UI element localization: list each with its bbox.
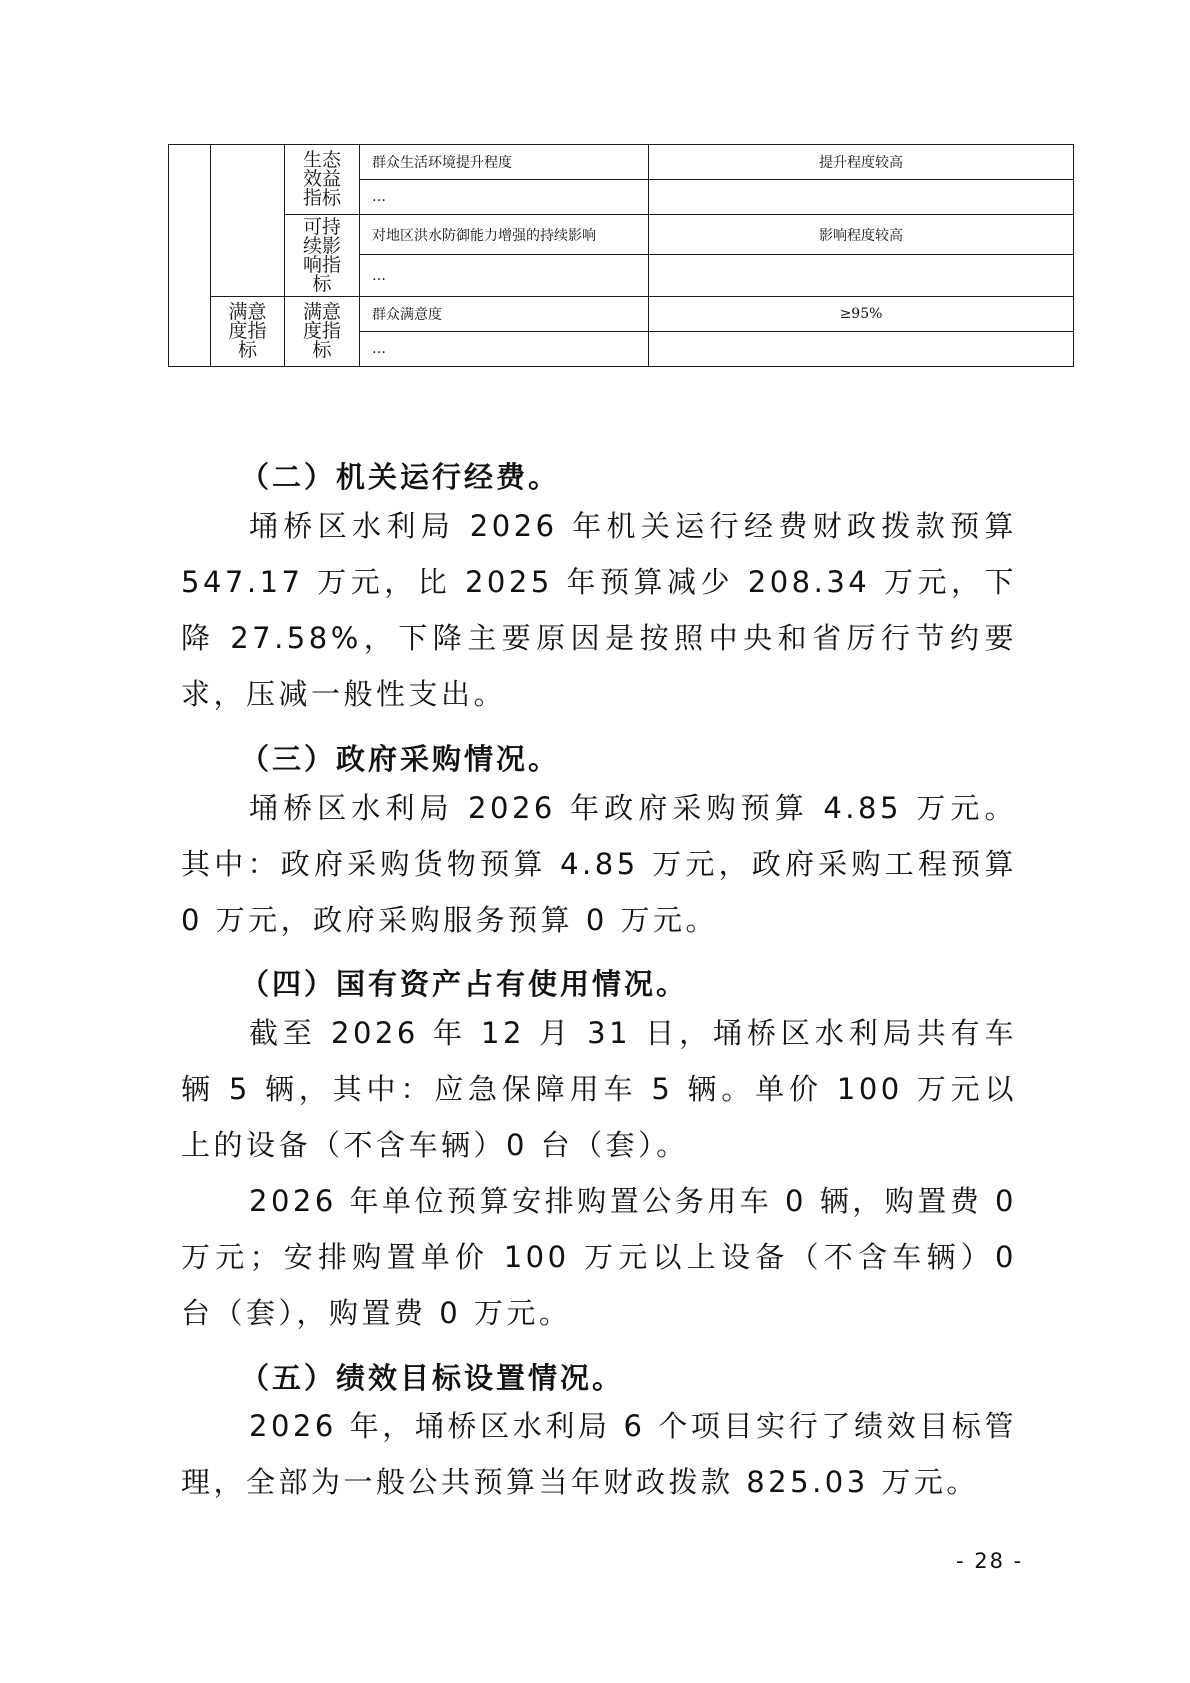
table-cell-category: 满意度指标 xyxy=(211,297,285,367)
table-cell-indicator: 群众生活环境提升程度 xyxy=(360,145,649,180)
table-cell-value xyxy=(649,180,1074,215)
table-row xyxy=(169,297,1074,332)
paragraph-performance-targets: 2026 年，埇桥区水利局 6 个项目实行了绩效目标管理，全部为一般公共预算当年财政拨款 825.03 万元。 xyxy=(181,1409,1017,1499)
table-cell-category: 生态效益指标 xyxy=(285,145,360,215)
section-heading-procurement: （三）政府采购情况。 xyxy=(240,742,561,776)
section-heading-performance-targets: （五）绩效目标设置情况。 xyxy=(240,1361,625,1395)
table-cell-category: 满意度指标 xyxy=(285,297,360,367)
paragraph-procurement: 埇桥区水利局 2026 年政府采购预算 4.85 万元。其中：政府采购货物预算 4.85 万元，政府采购工程预算 0 万元，政府采购服务预算 0 万元。 xyxy=(181,791,1017,937)
table-cell-level2 xyxy=(211,145,285,297)
paragraph-operating-funds: 埇桥区水利局 2026 年机关运行经费财政拨款预算 547.17 万元，比 2025 年预算减少 208.34 万元，下降 27.58%，下降主要原因是按照中央和省厉行节约要求，压减一般性支出。 xyxy=(181,509,1017,711)
table-cell-indicator: … xyxy=(360,332,649,367)
paragraph-state-assets: 截至 2026 年 12 月 31 日，埇桥区水利局共有车辆 5 辆，其中：应急保障用车 5 辆。单价 100 万元以上的设备（不含车辆）0 台（套）。 xyxy=(181,1016,1017,1162)
paragraph-vehicle-purchase: 2026 年单位预算安排购置公务用车 0 辆，购置费 0 万元；安排购置单价 100 万元以上设备（不含车辆）0 台（套），购置费 0 万元。 xyxy=(181,1184,1017,1330)
table-cell-indicator: … xyxy=(360,255,649,297)
table-cell-level1 xyxy=(169,145,211,367)
table-cell-indicator: … xyxy=(360,180,649,215)
table-row xyxy=(169,145,1074,180)
page-number: - 28 - xyxy=(956,1549,1024,1573)
table-cell-value xyxy=(649,332,1074,367)
section-heading-state-assets: （四）国有资产占有使用情况。 xyxy=(240,967,689,1001)
section-heading-operating-funds: （二）机关运行经费。 xyxy=(240,460,561,494)
table-cell-indicator: 对地区洪水防御能力增强的持续影响 xyxy=(360,215,649,255)
table-cell-indicator: 群众满意度 xyxy=(360,297,649,332)
table-cell-value: 影响程度较高 xyxy=(649,215,1074,255)
performance-indicator-table xyxy=(168,144,1074,367)
table-cell-value: 提升程度较高 xyxy=(649,145,1074,180)
table-cell-value xyxy=(649,255,1074,297)
table-row xyxy=(169,215,1074,255)
table-cell-category: 可持续影响指标 xyxy=(285,215,360,297)
table-cell-value: ≥95% xyxy=(649,297,1074,332)
